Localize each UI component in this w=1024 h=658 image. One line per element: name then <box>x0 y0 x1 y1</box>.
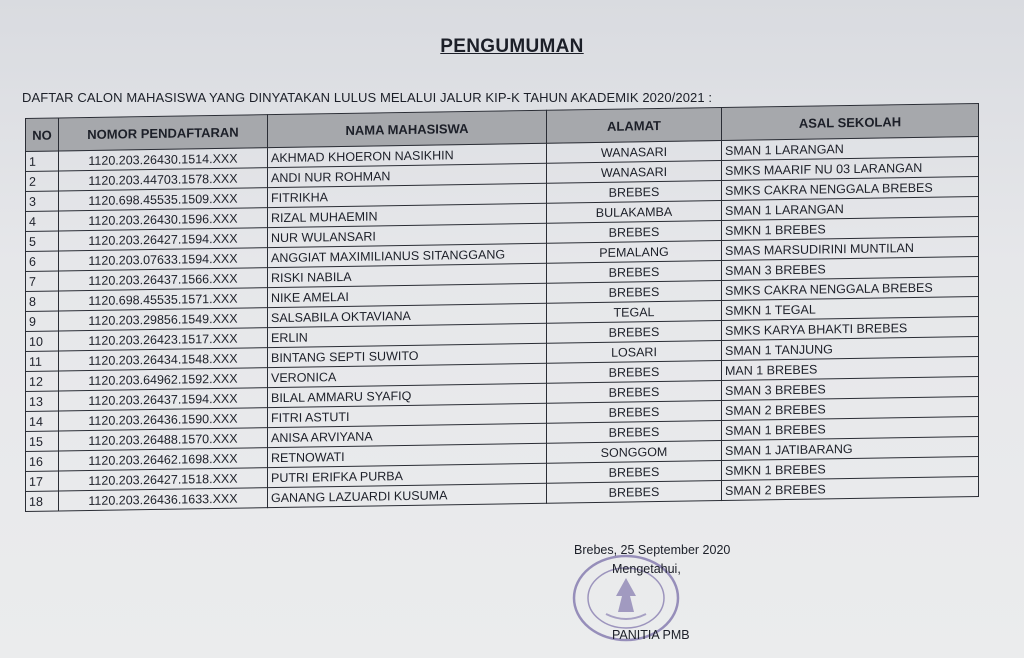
cell-asal-sekolah: SMAN 3 BREBES <box>722 257 979 281</box>
cell-nomor-pendaftaran: 1120.203.26427.1518.XXX <box>59 468 268 491</box>
cell-nama-mahasiswa: ANGGIAT MAXIMILIANUS SITANGGANG <box>268 243 547 267</box>
cell-nomor-pendaftaran: 1120.698.45535.1509.XXX <box>59 188 268 211</box>
cell-asal-sekolah: SMKN 1 BREBES <box>722 217 979 241</box>
cell-alamat: BREBES <box>547 361 722 384</box>
cell-nomor-pendaftaran: 1120.203.44703.1578.XXX <box>59 168 268 191</box>
cell-no: 17 <box>26 471 59 492</box>
cell-alamat: BREBES <box>547 421 722 444</box>
cell-nama-mahasiswa: RISKI NABILA <box>268 263 547 287</box>
cell-nomor-pendaftaran: 1120.203.26436.1633.XXX <box>59 488 268 511</box>
cell-no: 13 <box>26 391 59 412</box>
document-subtitle: DAFTAR CALON MAHASISWA YANG DINYATAKAN LULUS MELALUI JALUR KIP-K TAHUN AKADEMIK 2020/2021 : <box>22 90 713 105</box>
cell-nama-mahasiswa: GANANG LAZUARDI KUSUMA <box>268 483 547 507</box>
cell-asal-sekolah: SMAN 2 BREBES <box>722 397 979 421</box>
cell-alamat: PEMALANG <box>547 241 722 264</box>
cell-nomor-pendaftaran: 1120.203.07633.1594.XXX <box>59 248 268 271</box>
cell-nomor-pendaftaran: 1120.203.26427.1594.XXX <box>59 228 268 251</box>
cell-asal-sekolah: SMAN 1 BREBES <box>722 417 979 441</box>
cell-alamat: LOSARI <box>547 341 722 364</box>
cell-nomor-pendaftaran: 1120.203.26430.1596.XXX <box>59 208 268 231</box>
cell-alamat: BREBES <box>547 261 722 284</box>
cell-nama-mahasiswa: FITRIKHA <box>268 183 547 207</box>
signature-date: Brebes, 25 September 2020 <box>574 543 731 557</box>
cell-nomor-pendaftaran: 1120.203.26462.1698.XXX <box>59 448 268 471</box>
signature-acknowledged: Mengetahui, <box>612 562 681 576</box>
cell-nama-mahasiswa: BILAL AMMARU SYAFIQ <box>268 383 547 407</box>
cell-no: 15 <box>26 431 59 452</box>
cell-nomor-pendaftaran: 1120.203.26434.1548.XXX <box>59 348 268 371</box>
cell-nama-mahasiswa: NUR WULANSARI <box>268 223 547 247</box>
cell-alamat: BREBES <box>547 461 722 484</box>
signature-name: PANITIA PMB <box>612 628 690 642</box>
cell-alamat: BULAKAMBA <box>547 201 722 224</box>
cell-alamat: BREBES <box>547 321 722 344</box>
header-nama-mahasiswa: NAMA MAHASISWA <box>268 110 547 147</box>
cell-no: 7 <box>26 271 59 292</box>
cell-no: 10 <box>26 331 59 352</box>
cell-nomor-pendaftaran: 1120.203.26436.1590.XXX <box>59 408 268 431</box>
cell-nama-mahasiswa: ANDI NUR ROHMAN <box>268 163 547 187</box>
cell-no: 12 <box>26 371 59 392</box>
cell-nomor-pendaftaran: 1120.203.26437.1566.XXX <box>59 268 268 291</box>
cell-no: 8 <box>26 291 59 312</box>
cell-nomor-pendaftaran: 1120.203.29856.1549.XXX <box>59 308 268 331</box>
cell-asal-sekolah: MAN 1 BREBES <box>722 357 979 381</box>
cell-no: 6 <box>26 251 59 272</box>
cell-no: 2 <box>26 171 59 192</box>
cell-no: 5 <box>26 231 59 252</box>
cell-nomor-pendaftaran: 1120.203.26437.1594.XXX <box>59 388 268 411</box>
header-alamat: ALAMAT <box>547 108 722 144</box>
cell-no: 18 <box>26 491 59 512</box>
document-title: PENGUMUMAN <box>440 36 584 57</box>
cell-nomor-pendaftaran: 1120.203.64962.1592.XXX <box>59 368 268 391</box>
cell-asal-sekolah: SMAN 1 LARANGAN <box>722 197 979 221</box>
cell-nomor-pendaftaran: 1120.203.26423.1517.XXX <box>59 328 268 351</box>
cell-nama-mahasiswa: FITRI ASTUTI <box>268 403 547 427</box>
cell-asal-sekolah: SMKS CAKRA NENGGALA BREBES <box>722 177 979 201</box>
cell-nama-mahasiswa: BINTANG SEPTI SUWITO <box>268 343 547 367</box>
cell-asal-sekolah: SMKN 1 BREBES <box>722 457 979 481</box>
cell-asal-sekolah: SMKS KARYA BHAKTI BREBES <box>722 317 979 341</box>
cell-alamat: BREBES <box>547 221 722 244</box>
cell-nama-mahasiswa: ANISA ARVIYANA <box>268 423 547 447</box>
cell-alamat: SONGGOM <box>547 441 722 464</box>
cell-nomor-pendaftaran: 1120.698.45535.1571.XXX <box>59 288 268 311</box>
cell-asal-sekolah: SMKS CAKRA NENGGALA BREBES <box>722 277 979 301</box>
cell-no: 14 <box>26 411 59 432</box>
cell-asal-sekolah: SMAN 1 JATIBARANG <box>722 437 979 461</box>
graduates-table <box>25 103 979 512</box>
cell-asal-sekolah: SMAN 1 LARANGAN <box>722 137 979 161</box>
cell-asal-sekolah: SMKS MAARIF NU 03 LARANGAN <box>722 157 979 181</box>
cell-alamat: BREBES <box>547 381 722 404</box>
table-body <box>26 137 979 512</box>
cell-alamat: BREBES <box>547 401 722 424</box>
cell-alamat: WANASARI <box>547 141 722 164</box>
cell-nomor-pendaftaran: 1120.203.26488.1570.XXX <box>59 428 268 451</box>
cell-alamat: BREBES <box>547 481 722 504</box>
cell-alamat: TEGAL <box>547 301 722 324</box>
cell-asal-sekolah: SMAN 1 TANJUNG <box>722 337 979 361</box>
cell-no: 9 <box>26 311 59 332</box>
header-nomor-pendaftaran: NOMOR PENDAFTARAN <box>59 115 268 151</box>
cell-nama-mahasiswa: RIZAL MUHAEMIN <box>268 203 547 227</box>
cell-no: 11 <box>26 351 59 372</box>
cell-alamat: BREBES <box>547 281 722 304</box>
cell-nama-mahasiswa: ERLIN <box>268 323 547 347</box>
cell-no: 3 <box>26 191 59 212</box>
header-no: NO <box>26 118 59 152</box>
header-asal-sekolah: ASAL SEKOLAH <box>722 104 979 141</box>
cell-asal-sekolah: SMAS MARSUDIRINI MUNTILAN <box>722 237 979 261</box>
cell-asal-sekolah: SMAN 2 BREBES <box>722 477 979 501</box>
cell-no: 16 <box>26 451 59 472</box>
cell-nama-mahasiswa: SALSABILA OKTAVIANA <box>268 303 547 327</box>
cell-alamat: WANASARI <box>547 161 722 184</box>
cell-nomor-pendaftaran: 1120.203.26430.1514.XXX <box>59 148 268 171</box>
cell-nama-mahasiswa: RETNOWATI <box>268 443 547 467</box>
cell-nama-mahasiswa: VERONICA <box>268 363 547 387</box>
cell-nama-mahasiswa: AKHMAD KHOERON NASIKHIN <box>268 143 547 167</box>
cell-asal-sekolah: SMKN 1 TEGAL <box>722 297 979 321</box>
signature-block <box>568 540 768 650</box>
cell-nama-mahasiswa: NIKE AMELAI <box>268 283 547 307</box>
cell-no: 1 <box>26 151 59 172</box>
cell-no: 4 <box>26 211 59 232</box>
cell-nama-mahasiswa: PUTRI ERIFKA PURBA <box>268 463 547 487</box>
cell-asal-sekolah: SMAN 3 BREBES <box>722 377 979 401</box>
cell-alamat: BREBES <box>547 181 722 204</box>
